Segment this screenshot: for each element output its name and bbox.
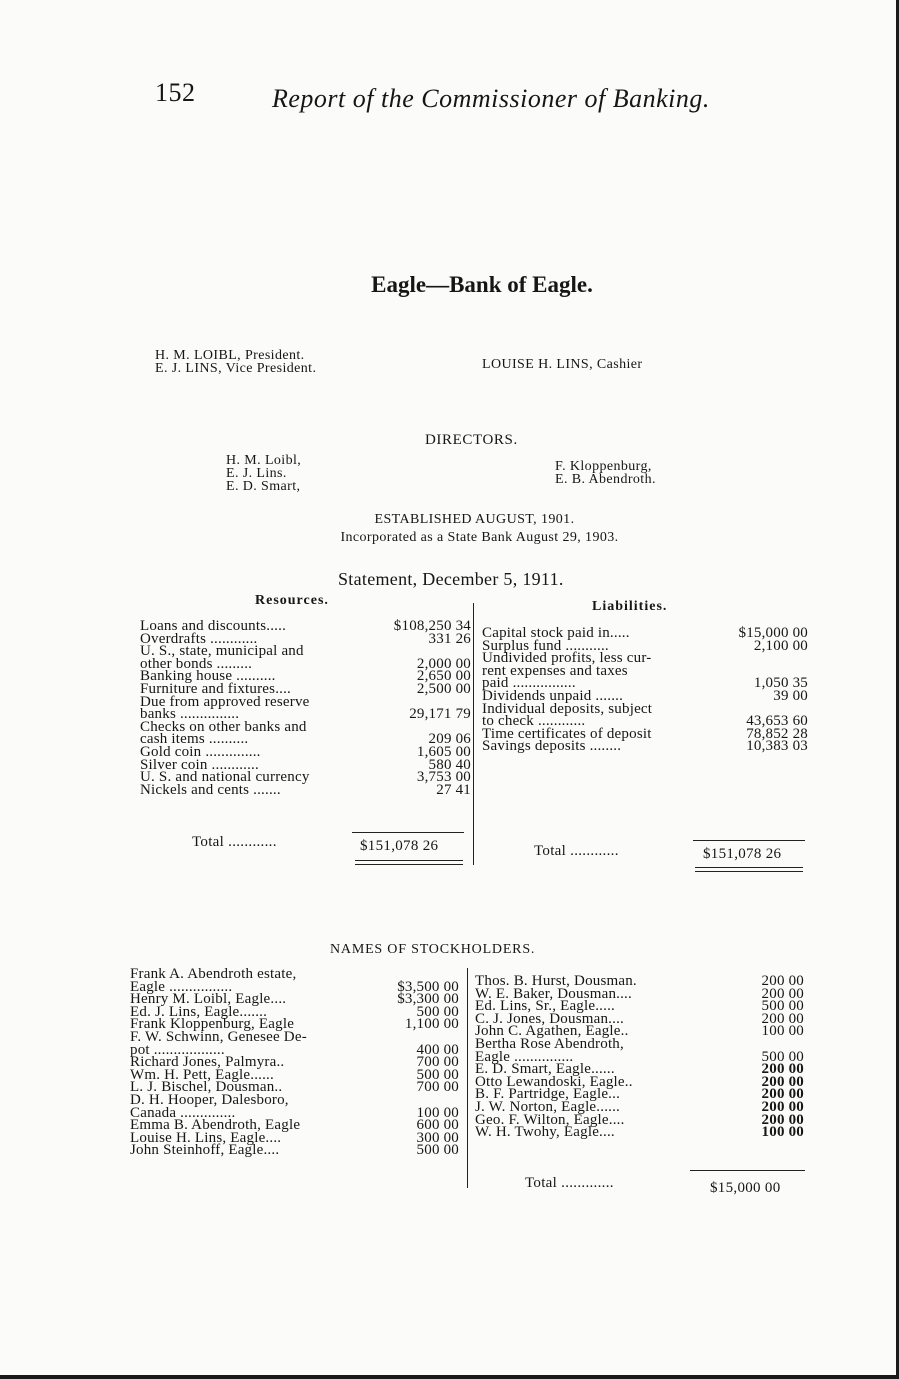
stockholder-amount: 1,100 00 (404, 1016, 459, 1033)
directors-left (226, 454, 301, 493)
stockholder-name: Otto Lewandoski, Eagle.. (475, 1073, 633, 1090)
stockholder-name: John C. Agathen, Eagle.. (475, 1023, 629, 1040)
row-label: other bonds ......... (140, 655, 253, 672)
stockholder-name: W. E. Baker, Dousman.... (475, 985, 632, 1002)
stockholder-name: D. H. Hooper, Dalesboro, (130, 1091, 289, 1108)
row-label: Gold coin .............. (140, 743, 261, 760)
stockholder-name: Frank A. Abendroth estate, (130, 966, 297, 982)
resources-table (140, 620, 470, 796)
row-label: U. S. and national currency (140, 769, 310, 786)
stockholder-name: Wm. H. Pett, Eagle...... (130, 1066, 274, 1083)
stockholder-name: Geo. F. Wilton, Eagle.... (475, 1111, 625, 1128)
row-label: to check ............ (482, 713, 586, 730)
row-amount: 2,500 00 (416, 680, 471, 697)
resources-heading: Resources. (255, 593, 329, 608)
stockholder-name: Ed. J. Lins, Eagle....... (130, 1003, 268, 1020)
page-number: 152 (155, 78, 196, 107)
row-label: Savings deposits ........ (482, 738, 622, 755)
stockholder-name: Ed. Lins, Sr., Eagle..... (475, 998, 615, 1015)
stockholder-amount: 500 00 (416, 1003, 459, 1020)
stockholder-amount: 200 00 (761, 1098, 804, 1115)
liabilities-heading: Liabilities. (592, 599, 668, 614)
table-row (140, 781, 471, 798)
row-label: Checks on other banks and (140, 718, 307, 735)
double-rule (695, 871, 803, 872)
stockholder-amount: 100 00 (416, 1104, 459, 1121)
stockholders-heading: NAMES OF STOCKHOLDERS. (330, 942, 536, 957)
statement-title: Statement, December 5, 1911. (338, 569, 564, 589)
stockholder-amount: 200 00 (761, 1086, 804, 1103)
double-rule (355, 860, 463, 861)
total-rule (693, 840, 805, 841)
stockholder-name: Louise H. Lins, Eagle.... (130, 1129, 282, 1146)
directors-right (555, 460, 656, 486)
stockholder-amount: 500 00 (761, 998, 804, 1015)
row-label: Dividends unpaid ....... (482, 687, 624, 704)
stockholder-name: Henry M. Loibl, Eagle.... (130, 991, 287, 1008)
row-label: cash items .......... (140, 731, 249, 748)
officer-vice-president: E. J. LINS, Vice President. (155, 361, 317, 376)
total-rule (690, 1170, 805, 1171)
stockholder-name: pot .................. (130, 1041, 225, 1058)
stockholder-amount: 200 00 (761, 1010, 804, 1027)
row-amount: $108,250 34 (393, 618, 471, 634)
stockholder-amount: $3,300 00 (397, 991, 459, 1008)
row-amount: 2,650 00 (416, 668, 471, 685)
stockholder-amount: 700 00 (416, 1079, 459, 1096)
stockholder-amount: 100 00 (761, 1124, 804, 1141)
row-label: Loans and discounts..... (140, 618, 287, 634)
stockholder-name: Richard Jones, Palmyra.. (130, 1054, 285, 1071)
row-amount: 1,605 00 (416, 743, 471, 760)
row-label: Surplus fund ........... (482, 637, 609, 654)
officer-cashier: LOUISE H. LINS, Cashier (482, 357, 643, 372)
list-item (475, 1126, 810, 1139)
director-name: E. B. Abendroth. (555, 472, 656, 487)
stockholder-name: Emma B. Abendroth, Eagle (130, 1117, 301, 1134)
stockholders-total-amount: $15,000 00 (710, 1180, 781, 1196)
stockholder-name: J. W. Norton, Eagle...... (475, 1098, 620, 1115)
row-label: Individual deposits, subject (482, 700, 653, 717)
stockholder-name: Canada .............. (130, 1104, 236, 1121)
row-label: Nickels and cents ....... (140, 781, 281, 798)
row-amount: 2,100 00 (753, 637, 808, 654)
director-name: E. J. Lins. (226, 466, 287, 481)
stockholder-amount: 200 00 (761, 1073, 804, 1090)
row-amount: 580 40 (428, 756, 471, 773)
established-line: ESTABLISHED AUGUST, 1901. (374, 512, 575, 527)
scan-edge-bottom (0, 1375, 899, 1379)
liabilities-table (482, 627, 812, 753)
running-title: Report of the Commissioner of Banking. (272, 84, 710, 113)
list-item (130, 1144, 465, 1157)
stockholder-name: Thos. B. Hurst, Dousman. (475, 973, 637, 989)
table-row (482, 740, 812, 753)
director-name: H. M. Loibl, (226, 453, 302, 468)
stockholders-total-label: Total ............. (525, 1175, 614, 1191)
stockholder-name: Eagle ................ (130, 978, 233, 995)
stockholder-name: C. J. Jones, Dousman.... (475, 1010, 624, 1027)
row-amount: 78,852 28 (746, 725, 808, 742)
incorporated-line: Incorporated as a State Bank August 29, 1903. (340, 530, 619, 545)
row-label: Silver coin ............ (140, 756, 259, 773)
stockholder-amount: 600 00 (416, 1117, 459, 1134)
row-label: Undivided profits, less cur- (482, 650, 652, 667)
stockholder-amount: 700 00 (416, 1054, 459, 1071)
liabilities-total-label: Total ............ (534, 843, 619, 859)
stockholder-name: B. F. Partridge, Eagle... (475, 1086, 621, 1103)
row-amount: 3,753 00 (416, 769, 471, 786)
total-rule (352, 832, 464, 833)
double-rule (695, 867, 803, 868)
stockholder-amount: 200 00 (761, 973, 804, 989)
officer-president: H. M. LOIBL, President. (155, 348, 305, 363)
stockholder-name: John Steinhoff, Eagle.... (130, 1142, 280, 1159)
stockholders-right (475, 975, 810, 1139)
stockholder-amount: 100 00 (761, 1023, 804, 1040)
stockholder-amount: 200 00 (761, 985, 804, 1002)
stockholder-amount: 300 00 (416, 1129, 459, 1146)
stockholder-amount: $3,500 00 (397, 978, 459, 995)
stockholder-amount: 500 00 (416, 1066, 459, 1083)
resources-total-label: Total ............ (192, 834, 277, 850)
column-divider (473, 603, 474, 865)
stockholder-amount: 200 00 (761, 1111, 804, 1128)
stockholders-left (130, 968, 465, 1157)
stockholder-amount: 200 00 (761, 1061, 804, 1078)
director-name: E. D. Smart, (226, 479, 301, 494)
double-rule (355, 864, 463, 865)
row-label: Overdrafts ............ (140, 630, 258, 647)
row-amount: 43,653 60 (746, 713, 808, 730)
stockholder-name: E. D. Smart, Eagle...... (475, 1061, 615, 1078)
row-amount: 331 26 (428, 630, 471, 647)
row-label: Capital stock paid in..... (482, 625, 630, 641)
directors-heading: DIRECTORS. (425, 432, 518, 448)
row-amount: 29,171 79 (409, 706, 471, 723)
officers-left (155, 349, 316, 375)
row-label: Furniture and fixtures.... (140, 680, 292, 697)
stockholder-amount: 400 00 (416, 1041, 459, 1058)
row-label: Banking house .......... (140, 668, 276, 685)
row-label: Time certificates of deposit (482, 725, 652, 742)
liabilities-total-amount: $151,078 26 (703, 846, 782, 862)
row-label: U. S., state, municipal and (140, 643, 304, 660)
resources-total-amount: $151,078 26 (360, 838, 439, 854)
stockholder-name: Eagle ............... (475, 1048, 574, 1065)
stockholder-name: Bertha Rose Abendroth, (475, 1035, 624, 1052)
row-amount: 209 06 (428, 731, 471, 748)
row-label: rent expenses and taxes (482, 662, 628, 679)
row-amount: 2,000 00 (416, 655, 471, 672)
row-amount: 1,050 35 (753, 675, 808, 692)
bank-title: Eagle—Bank of Eagle. (371, 272, 593, 297)
row-amount: 27 41 (436, 781, 471, 798)
row-label: banks ............... (140, 706, 240, 723)
stockholder-name: Frank Kloppenburg, Eagle (130, 1016, 295, 1033)
stockholder-name: F. W. Schwinn, Genesee De- (130, 1028, 307, 1045)
row-label: paid ................ (482, 675, 576, 692)
stockholder-name: L. J. Bischel, Dousman.. (130, 1079, 283, 1096)
stockholder-amount: 500 00 (761, 1048, 804, 1065)
row-amount: $15,000 00 (738, 625, 808, 641)
stockholder-amount: 500 00 (416, 1142, 459, 1159)
row-label: Due from approved reserve (140, 693, 310, 710)
row-amount: 39 00 (773, 687, 808, 704)
row-amount: 10,383 03 (746, 738, 808, 755)
column-divider (467, 968, 468, 1188)
director-name: F. Kloppenburg, (555, 459, 652, 474)
stockholder-name: W. H. Twohy, Eagle.... (475, 1124, 615, 1141)
